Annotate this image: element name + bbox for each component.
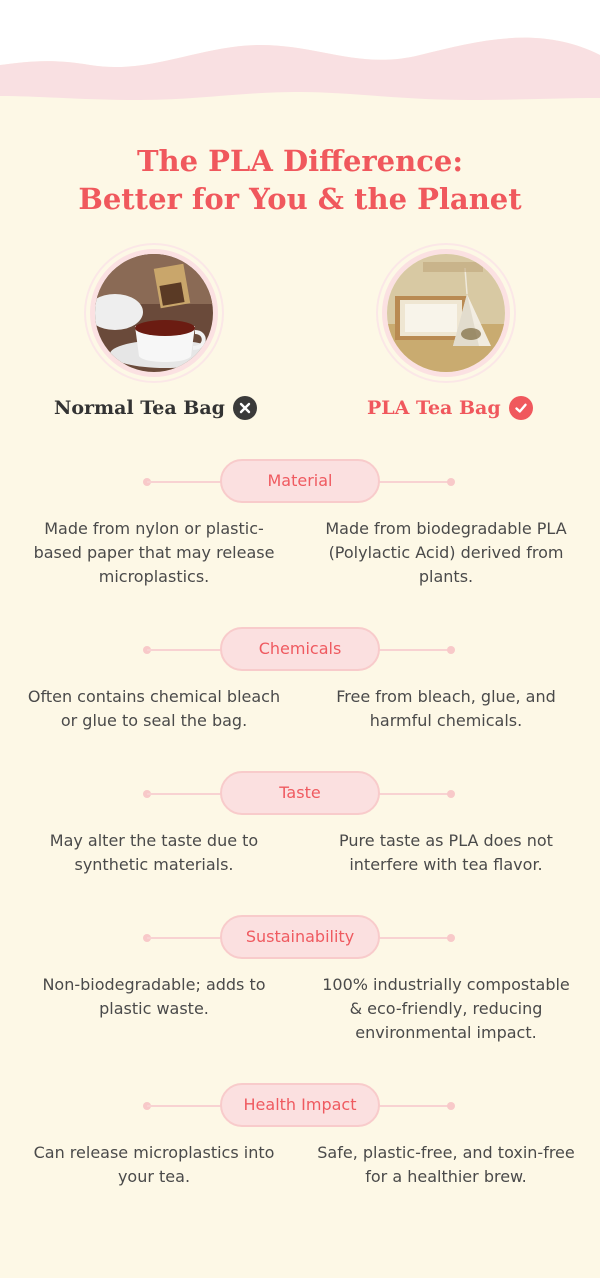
normal-tea-bag-label-row bbox=[54, 393, 257, 423]
pla-tea-bag-label: PLA Tea Bag bbox=[367, 397, 501, 419]
connector-line-right bbox=[372, 649, 452, 651]
title-line-2: Better for You & the Planet bbox=[78, 182, 522, 216]
connector-dot-right bbox=[447, 1102, 455, 1110]
normal-description: May alter the taste due to synthetic materials. bbox=[49, 831, 259, 874]
pla-description: 100% industrially compostable & eco-friendly, reducing environmental impact. bbox=[322, 975, 570, 1042]
normal-description: Non-biodegradable; adds to plastic waste. bbox=[42, 975, 266, 1018]
section-pill-material: Material bbox=[220, 459, 380, 503]
pla-description: Safe, plastic-free, and toxin-free for a healthier brew. bbox=[317, 1143, 575, 1186]
section-pill-chemicals: Chemicals bbox=[220, 627, 380, 671]
normal-description: Can release microplastics into your tea. bbox=[33, 1143, 275, 1186]
section-pill-taste: Taste bbox=[220, 771, 380, 815]
page-title bbox=[0, 142, 600, 218]
pla-description: Free from bleach, glue, and harmful chemicals. bbox=[336, 687, 556, 730]
pla-description: Made from biodegradable PLA (Polylactic Acid) derived from plants. bbox=[325, 519, 567, 586]
connector-line-right bbox=[372, 1105, 452, 1107]
section-pill-sustainability: Sustainability bbox=[220, 915, 380, 959]
tea-cup-image bbox=[95, 254, 213, 372]
check-icon bbox=[509, 396, 533, 420]
connector-line-left bbox=[147, 937, 227, 939]
connector-line-left bbox=[147, 793, 227, 795]
connector-dot-right bbox=[447, 790, 455, 798]
connector-line-left bbox=[147, 649, 227, 651]
connector-line-right bbox=[372, 793, 452, 795]
normal-description: Often contains chemical bleach or glue to seal the bag. bbox=[27, 687, 281, 730]
connector-dot-right bbox=[447, 934, 455, 942]
pla-tea-bag-photo bbox=[382, 249, 510, 377]
connector-line-left bbox=[147, 481, 227, 483]
top-wave-decoration bbox=[0, 0, 600, 110]
pla-tea-bags-image bbox=[387, 254, 505, 372]
normal-tea-bag-label: Normal Tea Bag bbox=[54, 397, 225, 419]
pla-description: Pure taste as PLA does not interfere with tea flavor. bbox=[339, 831, 553, 874]
section-pill-health-impact: Health Impact bbox=[220, 1083, 380, 1127]
connector-line-left bbox=[147, 1105, 227, 1107]
title-line-1: The PLA Difference: bbox=[136, 144, 464, 178]
normal-tea-bag-photo bbox=[90, 249, 218, 377]
connector-line-right bbox=[372, 937, 452, 939]
connector-dot-right bbox=[447, 478, 455, 486]
connector-dot-right bbox=[447, 646, 455, 654]
pla-tea-bag-label-row bbox=[367, 393, 533, 423]
x-icon bbox=[233, 396, 257, 420]
normal-description: Made from nylon or plastic-based paper that may release microplastics. bbox=[33, 519, 275, 586]
connector-line-right bbox=[372, 481, 452, 483]
